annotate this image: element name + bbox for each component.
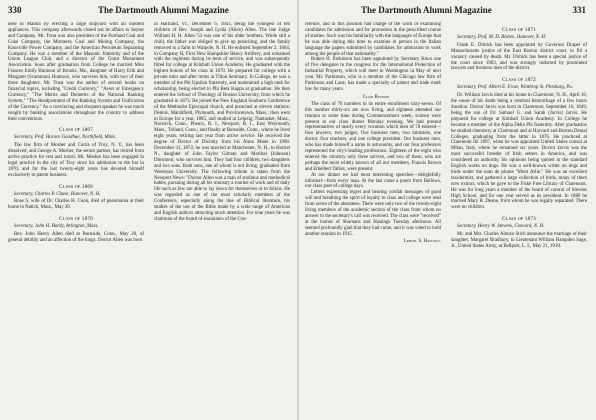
paragraph: The law firm of Mosher and Curtis of Troy, N. Y., has been dissolved, and George A. Mosher, the senior partner, has retired from active practice for rest and travel. Mr. Mosher has been engaged in legal practice in the city of Troy since his admission to the bar in 1870, and for the last twenty-eight years has devoted himself exclusively to patent business.: [8, 143, 144, 178]
paragraph: Frank E. Dimick has been appointed by Governor Draper of Massachusetts justice of the East Boston district court, to fill a vacancy caused by death. Mr. Dimick has been a special justice of the court since 1903, and was strongly indorsed by prominent lawyers and business men of the district.: [451, 42, 587, 72]
paragraph: Rev. John Henry Allen died at Burnside, Conn., May 20, of general debility and an affection of the lungs. Doctor Allen was born: [8, 232, 144, 243]
paragraph: Mr. and Mrs. Charles Alonzo Stich announce the marriage of their daughter, Margaret Bradbury, to Lieutenant William Hampden Sage, Jr., United States Army, at Bellport, L. I., May 21, 1910.: [451, 232, 587, 249]
left-page: [0, 0, 297, 420]
text-column-2: [154, 22, 290, 418]
text-column-3: [305, 22, 441, 418]
right-page-header: [305, 4, 586, 16]
paragraph: ference, and in this position had charge of the work of examining candidates for admission and for promotion in the prescribed course of studies. Such was his familiarity with the languages of Europe that he was able during this time to examine in person in the Italian language the papers submitted by candidates for admission to work among the people of that nationality.": [305, 22, 441, 57]
right-page: [299, 0, 596, 420]
secretary-line: Secretary, John H. Hardy, Arlington, Mass.: [14, 224, 99, 230]
left-page-header: [8, 4, 289, 16]
paragraph: Robert H. Parkinson has been appointed by Secretary Knox one of five delegates to the congress for the International Protection of Industrial Property, which will meet in Washington in May of next year. Mr. Parkinson, who is a member of the Chicago law firm of Parkinson and Lane, has made a specialty of patent and trade mark law for many years.: [305, 57, 441, 92]
signature: Lemuel S. Hastings.: [403, 238, 441, 244]
running-head-title: The Dartmouth Alumni Magazine: [98, 5, 229, 15]
paragraph: in Hartland, Vt., December 6, 1843, being the youngest of ten children of Rev. Joseph and Lydia (Allen) Allen. The late Judge William H. H. Allen '53 was one of his older brothers. While still a child, the father was obliged to give up preaching, and the family removed to a farm in Walpole, N. H. He enlisted September 2, 1864, in Company H, First New Hampshire Heavy Artillery, and remained with the regiment during its term of service, and was subsequently fitted for college at Kimball Union Academy. He graduated with the highest honors of his class in 1870. He prepared for college with a private tutor and after terms at Tilton Seminary. In College, he was a member of the Phi Upsilon fraternity, and maintained a high rank for scholarship, being elected to Phi Beta Kappa at graduation. He then entered the School of Theology of Boston University, from which he graduated in 1873. He joined the New England Southern Conference of the Methodist Episcopal church, and preached at eleven stations: Dennis, Marshfield, Plymouth, and Provincetown, Mass.; then went to Europe for a year, 1885, and studied at Leipzig; Nantasket, Mass., Norwich, Conn., Phenix, R. I., Newport, R. I., East Weymouth, Mass., Tolland, Conn.; and finally at Burnside, Conn., where he lived eight years, retiring last year from active service. He received the degree of Doctor of Divinity from his Alma Mater in 1908. December 31, 1874, he was married at Manchester, N. H., to Harriet N., daughter of John Taylor Gilman and Marlital (Johnson) Dinsmoor, who survives him. They had four children, two daughters and two sons. Both sons, one of whom is not living, graduated from Wesleyan University. The following tribute is taken from the Newport News: "Doctor Allen was a man of studious and methodical habits, pursuing during all his ministry a routine of work and of daily life such as few are able to lay down for themselves or to follow. He was regarded as one of the most scholarly members of the Conference, especially along the line of Biblical literature, his studies of the use of the Bible made by a wide range of American and English authors attracting much attention. For nine years he was chairman of the board of examiners of the Con-: [154, 22, 290, 222]
text-column-1: [8, 22, 144, 418]
paragraph: Dr. William Jarvis died at his home in Claremont, N. H., April 16, the cause of his death being a cerebral hemorrhage of a few hours duration. Doctor Jarvis was born in Claremont, September 16, 1849, being the son of Dr. Samuel G. and Sarah (Jarvis) Jarvis. He prepared for college at Kimball Union Academy. In College he became a member of the Alpha Delta Phi fraternity. After graduation he studied chemistry at Claremont and at Harvard and Boston Dental Colleges, graduating from the latter in 1876. He practiced at Claremont till 1897, when he was appointed United States consul at Milan, Italy, where he remained six years. Doctor Jarvis was the most successful breeder of Irish setters in America, and was considered an authority, his opinions being quoted in the standard English works on dogs. He was a well-known writer on dogs and birds under the nom de plume "Mont Arlie." He was an excellent taxidermist, and gathered a large collection of birds, many of them now extinct, which he gave to the Fiske Free Library of Claremont. He was for long years a member of the board of control of Stevens High School, and for one year served as its president. In 1880 he married Mary B. Deane, from whom he was legally separated. There were no children.: [451, 93, 587, 211]
paragraph: Letters expressing regret and bearing cordial messages of good will and breathing the spirit of loyalty to class and college were read from seven of the absentees. There were only two of the twenty-eight living members of the academic section of the class from whom no answer to the secretary's call was received. The class were "received" at the homes of Shumans and Hastings Tuesday afternoon. All seemed profoundly glad that they had come, and it was voted to hold another reunion in 1915.: [305, 190, 441, 237]
class-heading: Class of 1872: [502, 77, 536, 84]
secretary-line: Secretary, Prof. Albert E. Frost, Winthrop St. Pittsburg, Pa.: [457, 85, 573, 91]
secretary-line: Secretary, Henry W. Stevens, Concord, N. H.: [457, 224, 545, 230]
class-heading: Class of 1869: [59, 183, 93, 190]
secretary-line: Secretary, Charles P. Chase, Hanover, N. H.: [14, 191, 101, 197]
page-number: 331: [572, 5, 586, 15]
subheading: Class Reunion: [362, 94, 390, 100]
running-head-title: The Dartmouth Alumni Magazine: [361, 5, 492, 15]
paragraph: nese in Manila by erecting a large shipyard with all modern appliances. This company afterwards closed out its affairs to Seyser and Company. Mr. Treat was also president of the Portland Coal and Coke Company, the Monterey Coal and Mining Company, the Knoxville Power Company, and the American Petroleum Separating Company. He was a member of the Masonic fraternity and of the Union League Club, and a director of the Grant Monument Association. Soon after graduation from College he married Miss Frances Emily Huntoon of Brooks, Me., daughter of Harry Erlk and Margaret (Scammon) Huntoon, who survives him, with two of their three daughters. Mr. Treat was the author of several books on financial topics, including "Credit Currency," "Asset or Emergency Currency," "The Merits and Demerits of the National Banking System," "The Readjustment of the Banking System and Unification of the Currency." As a convincing and eloquent speaker he was much sought by banking associations throughout the country to address their conventions.: [8, 22, 144, 122]
class-heading: Class of 1871: [502, 27, 536, 33]
class-heading: Class of 1867: [59, 127, 93, 134]
page-number: 330: [8, 5, 22, 15]
class-heading: Class of 1870: [59, 216, 93, 223]
paragraph: At our dinner we had most interesting speeches—delightfully informal—from every man. At the last came a poem from Bellows, our class poet of college days.: [305, 172, 441, 190]
class-heading: Class of 1873: [502, 216, 536, 223]
paragraph: The class of 70 numbers in its entire enrollment sixty-seven. Of this number thirty-six are now living, and eighteen attended our reunion at some time during Commencement week; sixteen were present at our class dinner Monday evening. We had present representatives of nearly every vocation which men of 70 entered—four lawyers, two judges, five business men, two ministers, one doctor, four teachers, and one college president. Our business men, who has made himself a name in astronomy, and our four professors represented the city's leading professions. Eighteen of the eight who entered the ministry only three survive, and two of them, who are perhaps the most widely known of all our members, Francis Brown and Ethelbert Talbot, were present.: [305, 101, 441, 172]
secretary-line: Secretary, Prof. M. D. Bisbee, Hanover, N. H.: [457, 34, 547, 40]
secretary-line: Secretary, Prof. Horace Goodhue, Northfield, Minn.: [14, 135, 117, 141]
paragraph: Rose S. wife of Dr. Charles H. Cook, died of pneumonia at their home in Natick, Mass., May 30.: [8, 199, 144, 211]
text-column-4: [451, 22, 587, 418]
